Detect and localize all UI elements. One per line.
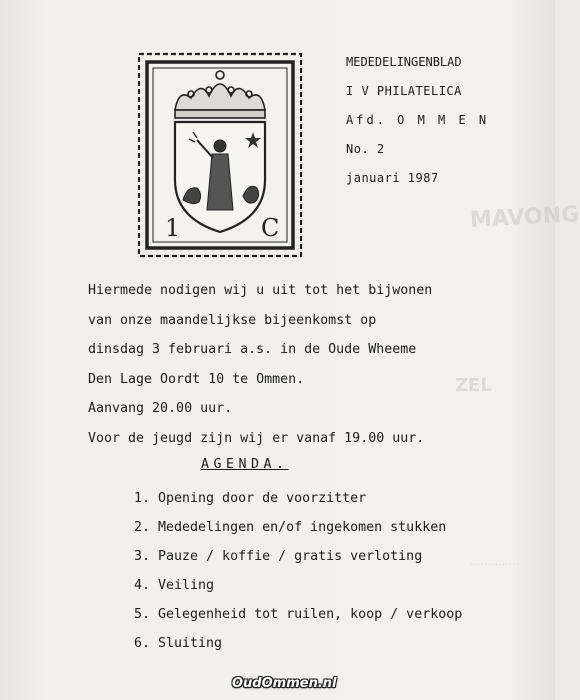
issue-date: januari 1987 xyxy=(346,171,439,185)
svg-text:1: 1 xyxy=(165,214,181,242)
publication-title: MEDEDELINGENBLAD xyxy=(346,55,462,69)
newsletter-header xyxy=(346,48,489,193)
invitation-line: Voor de jeugd zijn wij er vanaf 19.00 uur. xyxy=(88,430,425,446)
department-name: Afd. O M M E N xyxy=(346,113,490,127)
agenda-list xyxy=(134,484,462,658)
agenda-item: 2. Mededelingen en/of ingekomen stukken xyxy=(134,520,447,535)
site-watermark: OudOmmen.nl xyxy=(232,676,337,691)
show-through-text: .............. xyxy=(470,555,519,568)
agenda-item: 3. Pauze / koffie / gratis verloting xyxy=(134,549,423,564)
agenda-item: 6. Sluiting xyxy=(134,636,223,651)
show-through-text: ZEL xyxy=(455,375,492,396)
agenda-item: 5. Gelegenheid tot ruilen, koop / verkoop xyxy=(134,607,463,622)
agenda-item: 4. Veiling xyxy=(134,578,215,593)
organization-name: I V PHILATELICA xyxy=(346,84,462,98)
svg-text:C: C xyxy=(261,214,280,242)
invitation-line: Aanvang 20.00 uur. xyxy=(88,401,233,416)
invitation-line: Den Lage Oordt 10 te Ommen. xyxy=(88,371,305,387)
invitation-text xyxy=(88,276,432,453)
coat-of-arms-stamp-icon xyxy=(135,50,305,260)
issue-number: No. 2 xyxy=(346,142,385,156)
invitation-line: Hiermede nodigen wij u uit tot het bijwonen xyxy=(88,283,433,298)
invitation-line: dinsdag 3 februari a.s. in de Oude Wheeme xyxy=(88,342,417,357)
agenda-heading: AGENDA. xyxy=(201,457,289,472)
invitation-line: van onze maandelijkse bijeenkomst op xyxy=(88,312,377,328)
agenda-item: 1. Opening door de voorzitter xyxy=(134,491,367,506)
show-through-text: MAVONG xyxy=(469,202,580,233)
